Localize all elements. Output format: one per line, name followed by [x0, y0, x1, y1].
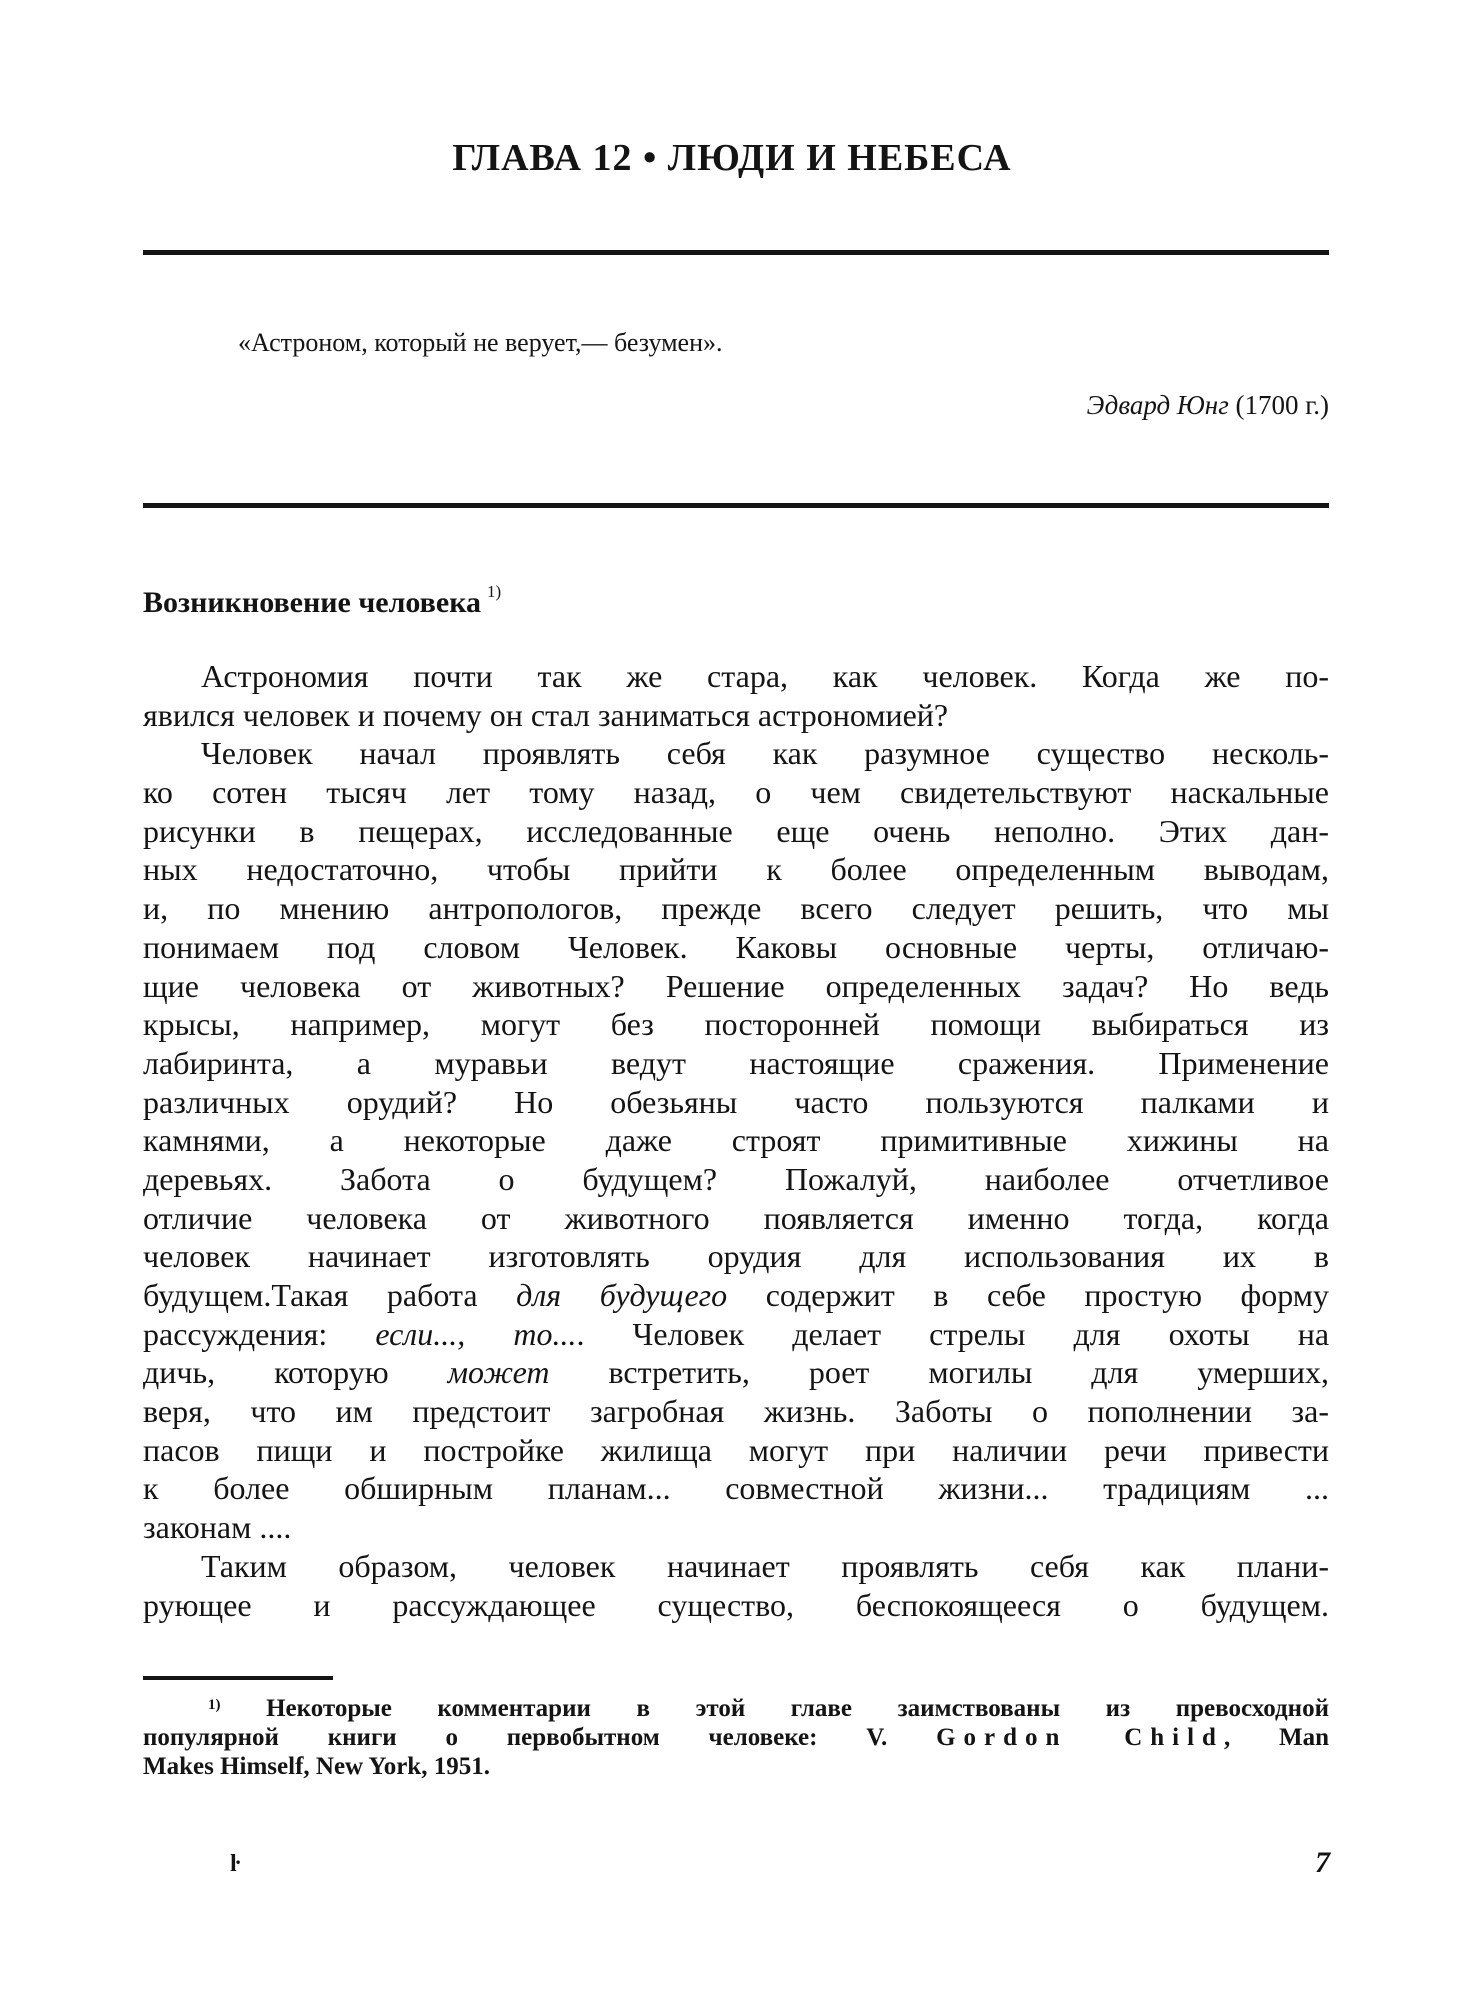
footnote-divider	[143, 1676, 333, 1680]
text-line: рисунки в пещерах, исследованные еще очень неполно. Этих дан-	[143, 812, 1329, 849]
body-text	[143, 657, 1329, 1624]
text-run: содержит в себе простую форму	[765, 1277, 1329, 1313]
text-line: Астрономия почти так же стара, как человек. Когда же по-	[201, 658, 1329, 694]
epigraph-quote: «Астроном, который не верует,— безумен».	[238, 328, 723, 357]
text-line: явился человек и почему он стал заниматься астрономией?	[143, 696, 949, 733]
text-run: рассуждения:	[143, 1315, 328, 1352]
bottom-divider	[143, 503, 1329, 508]
top-divider	[143, 250, 1329, 255]
italic-text-run: может	[447, 1354, 550, 1391]
italic-text-run: для будущего	[516, 1277, 728, 1313]
text-line: рующее и рассуждающее существо, беспокоящееся о будущем.	[143, 1586, 1329, 1623]
section-heading	[143, 582, 502, 620]
footnote-line	[143, 1694, 1329, 1723]
text-line: человек начинает изготовлять орудия для использования их в	[143, 1238, 1329, 1275]
epigraph-author: Эдвард Юнг	[1086, 390, 1229, 420]
footnote-mark: 1)	[208, 1697, 221, 1713]
epigraph-attribution	[1087, 390, 1329, 421]
footnote	[143, 1694, 1329, 1781]
text-line	[143, 1276, 1329, 1315]
text-line: щие человека от животных? Решение определенных задач? Но ведь	[143, 967, 1329, 1004]
text-run: дичь, которую	[143, 1354, 389, 1391]
text-run: будущем.Такая работа	[143, 1277, 478, 1313]
section-footnote-mark: 1)	[487, 582, 502, 601]
text-line: и, по мнению антропологов, прежде всего следует решить, что мы	[143, 890, 1329, 927]
text-line: к более обширным планам... совместной жизни... традициям ...	[143, 1470, 1329, 1507]
text-line: камнями, а некоторые даже строят примитивные хижины на	[143, 1122, 1329, 1159]
text-run: встретить, роет могилы для умерших,	[608, 1354, 1329, 1391]
text-run: . Человек делает стрелы для охоты на	[576, 1315, 1329, 1352]
epigraph-year: (1700 г.)	[1235, 390, 1329, 420]
footnote-text: , Man	[1223, 1724, 1329, 1751]
text-line: ко сотен тысяч лет тому назад, о чем свидетельствуют наскальные	[143, 774, 1329, 811]
footnote-line: Makes Himself, New York, 1951.	[143, 1753, 490, 1780]
page-number: 7	[1315, 1846, 1330, 1879]
footnote-text: Некоторые комментарии в этой главе заимствованы из превосходной	[266, 1695, 1329, 1722]
text-line: отличие человека от животного появляется именно тогда, когда	[143, 1199, 1329, 1236]
text-line	[143, 1315, 1329, 1354]
section-heading-text: Возникновение человека	[143, 586, 482, 619]
text-line: деревьях. Забота о будущем? Пожалуй, наиболее отчетливое	[143, 1160, 1329, 1197]
text-line: законам ....	[143, 1509, 292, 1546]
text-line: Человек начал проявлять себя как разумное существо несколь-	[201, 735, 1329, 772]
footnote-author: Gordon Child	[936, 1724, 1224, 1751]
text-line: веря, что им предстоит загробная жизнь. Заботы о пополнении за-	[143, 1393, 1329, 1430]
text-line: различных орудий? Но обезьяны часто пользуются палками и	[143, 1083, 1329, 1120]
footnote-text: популярной книги о первобытном человеке: V.	[143, 1724, 888, 1751]
chapter-title: ГЛАВА 12 • ЛЮДИ И НЕБЕСА	[452, 137, 1012, 179]
text-line: ных недостаточно, чтобы прийти к более определенным выводам,	[143, 851, 1329, 888]
text-line: крысы, например, могут без посторонней помощи выбираться из	[143, 1006, 1329, 1043]
text-line: Таким образом, человек начинает проявлять себя как плани-	[201, 1547, 1329, 1584]
scan-artifact-mark: ŀ	[230, 1851, 240, 1877]
text-line: пасов пищи и постройке жилища могут при наличии речи привести	[143, 1431, 1329, 1468]
text-line: понимаем под словом Человек. Каковы основные черты, отличаю-	[143, 928, 1329, 965]
text-line: лабиринта, а муравьи ведут настоящие сражения. Применение	[143, 1044, 1329, 1081]
footnote-line	[143, 1723, 1329, 1752]
italic-text-run: если..., то...	[375, 1315, 577, 1352]
text-line	[143, 1353, 1329, 1392]
